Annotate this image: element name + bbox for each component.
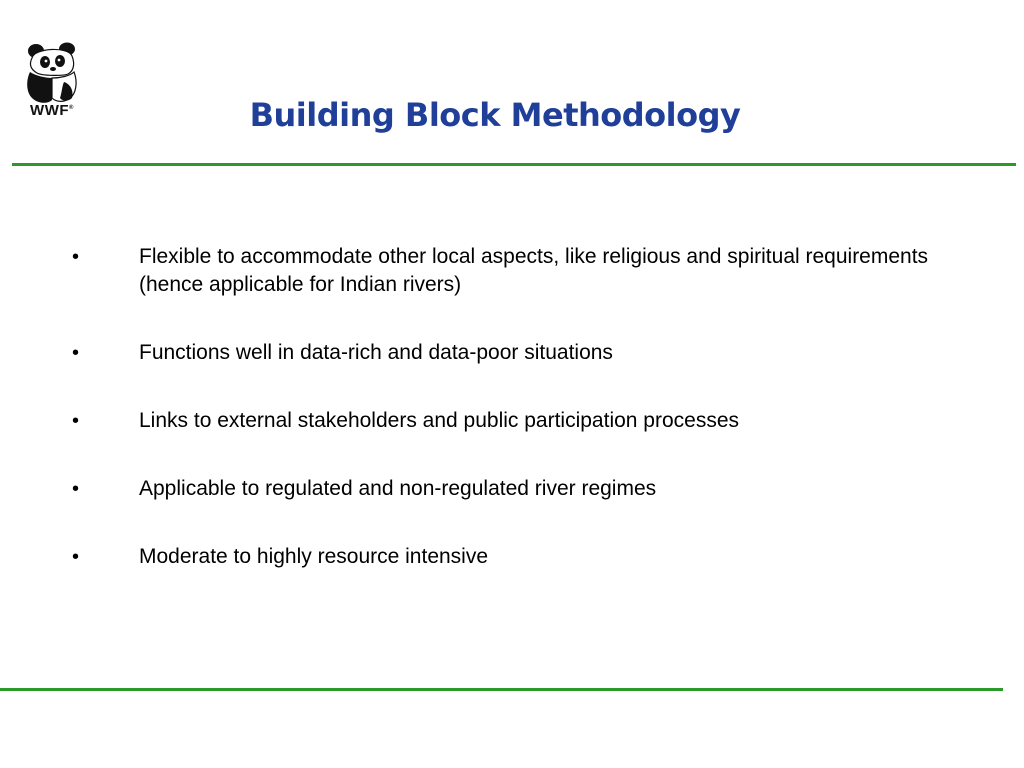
bottom-divider	[0, 688, 1003, 691]
bullet-item	[0, 407, 1024, 435]
slide-title: Building Block Methodology	[249, 96, 741, 134]
bullet-icon: •	[72, 342, 80, 364]
bullet-icon: •	[72, 410, 80, 432]
bullet-item	[0, 475, 1024, 503]
bullet-text: Moderate to highly resource intensive	[139, 545, 489, 568]
bullet-icon: •	[72, 246, 80, 268]
top-divider	[12, 163, 1016, 166]
bullet-item	[0, 339, 1024, 367]
bullet-list	[0, 243, 1024, 611]
bullet-text: Applicable to regulated and non-regulated river regimes	[139, 477, 657, 500]
bullet-icon: •	[72, 546, 80, 568]
bullet-text: Links to external stakeholders and public participation processes	[139, 409, 740, 432]
bullet-text: Flexible to accommodate other local aspects, like religious and spiritual requirements (hence applicable for Indian rivers)	[139, 245, 929, 296]
bullet-text: Functions well in data-rich and data-poor situations	[139, 341, 613, 364]
logo-wordmark: WWF	[30, 102, 70, 119]
bullet-icon: •	[72, 478, 80, 500]
registered-mark: ®	[69, 105, 74, 111]
panda-logo-icon	[24, 42, 80, 104]
bullet-item	[0, 243, 1024, 299]
bullet-item	[0, 543, 1024, 571]
